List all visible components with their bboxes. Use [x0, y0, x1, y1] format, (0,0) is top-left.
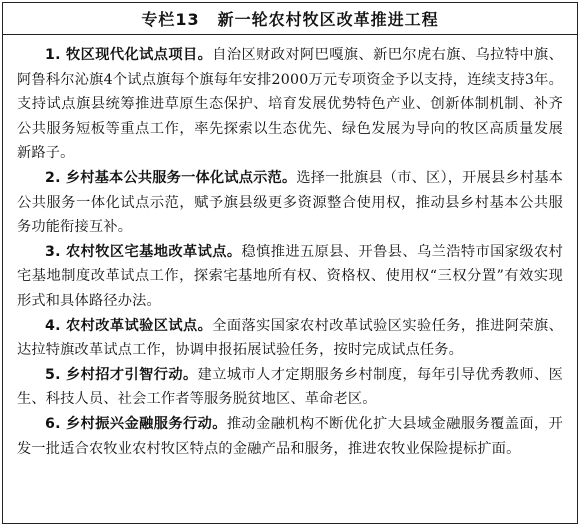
item-talent-recruitment — [17, 363, 563, 412]
item-heading: 4. 农村改革试验区试点。 — [45, 317, 213, 334]
item-heading: 6. 乡村振兴金融服务行动。 — [45, 415, 227, 432]
column-box — [2, 2, 578, 524]
item-heading: 5. 乡村招才引智行动。 — [45, 366, 198, 383]
column-header — [3, 3, 577, 35]
item-heading: 3. 农村牧区宅基地改革试点。 — [45, 243, 242, 260]
item-public-service-pilot — [17, 166, 563, 240]
item-body: 选择一批旗县（市、区），开展县乡村基本公共服务一体化试点示范，赋予旗县级更多资源整合使用权，推动县乡村基本公共服务功能衔接互补。 — [17, 169, 563, 236]
item-homestead-reform — [17, 240, 563, 314]
item-body: 推动金融机构不断优化扩大县域金融服务覆盖面，开发一批适合农牧业农村牧区特点的金融产品和服务，推进农牧业保险提标扩面。 — [17, 415, 563, 457]
item-body: 建立城市人才定期服务乡村制度，每年引导优秀教师、医生、科技人员、社会工作者等服务脱贫地区、革命老区。 — [17, 366, 563, 408]
item-reform-experiment-zone — [17, 314, 563, 363]
item-body: 自治区财政对阿巴嘎旗、新巴尔虎右旗、乌拉特中旗、阿鲁科尔沁旗4个试点旗每个旗每年安排2000万元专项资金予以支持，连续支持3年。支持试点旗县统筹推进草原生态保护、培育发展优势特色产业、创新体制机制、补齐公共服务短板等重点工作，率先探索以生态优先、绿色发展为导向的牧区高质量发展新路子。 — [17, 47, 563, 162]
item-body: 全面落实国家农村改革试验区实验任务，推进阿荣旗、达拉特旗改革试点工作，协调申报拓展试验任务，按时完成试点任务。 — [17, 317, 563, 359]
column-label: 专栏13 — [141, 10, 200, 29]
column-content — [3, 35, 577, 461]
item-financial-service — [17, 412, 563, 461]
item-body: 稳慎推进五原县、开鲁县、乌兰浩特市国家级农村宅基地制度改革试点工作，探索宅基地所有权、资格权、使用权“三权分置”有效实现形式和具体路径办法。 — [17, 243, 564, 309]
item-modernization-pilot — [17, 43, 563, 166]
column-title: 新一轮农村牧区改革推进工程 — [217, 10, 439, 29]
item-heading: 2. 乡村基本公共服务一体化试点示范。 — [45, 169, 297, 186]
item-heading: 1. 牧区现代化试点项目。 — [45, 47, 213, 63]
